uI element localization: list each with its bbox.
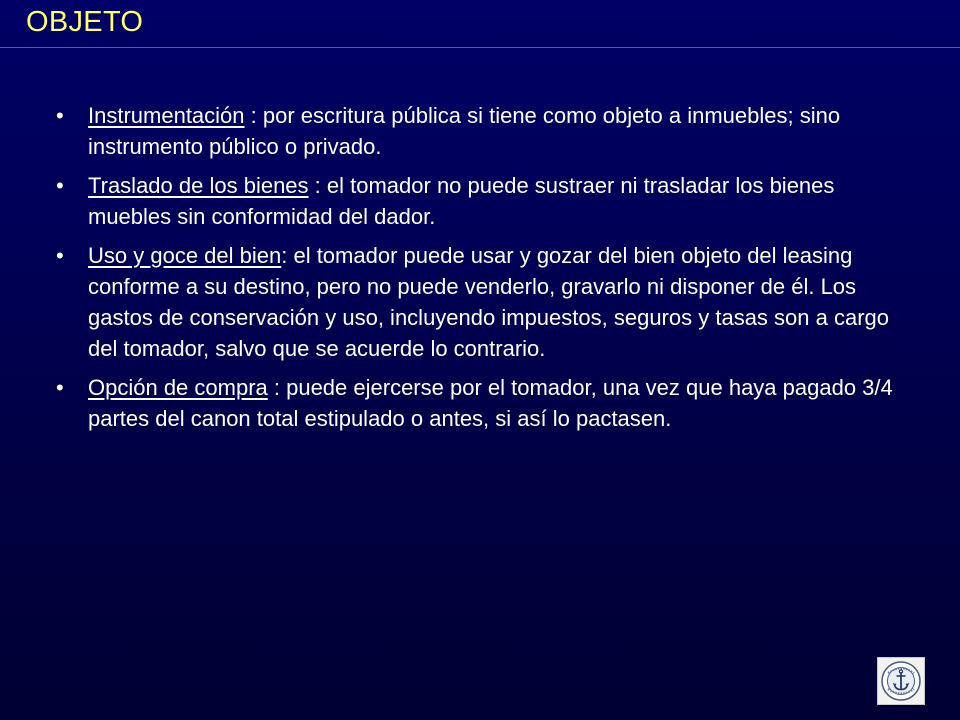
bullet-text: : por escritura pública si tiene como objeto a inmuebles; sino instrumento público o privado. — [88, 103, 841, 159]
bullet-list — [56, 100, 916, 442]
bullet-term: Opción de compra — [88, 375, 268, 400]
bullet-text: : el tomador puede usar y gozar del bien objeto del leasing conforme a su destino, pero no puede venderlo, gravarlo ni disponer de él. Los gastos de conservación y uso, incluyendo impuestos, seguros y tasas son a cargo del tomador, salvo que se acuerde lo contrario. — [88, 243, 890, 361]
bullet-item-opcion-de-compra — [56, 372, 916, 434]
bullet-term: Instrumentación — [88, 103, 245, 128]
bullet-item-uso-y-goce — [56, 240, 916, 364]
bullet-dot: • — [56, 103, 64, 128]
bullet-term: Traslado de los bienes — [88, 173, 309, 198]
bullet-item-traslado — [56, 170, 916, 232]
bullet-text: : el tomador no puede sustraer ni trasladar los bienes muebles sin conformidad del dador. — [88, 173, 835, 229]
title-divider — [0, 47, 960, 48]
bullet-dot: • — [56, 375, 64, 400]
slide-title: OBJETO — [26, 6, 144, 38]
university-seal-icon — [877, 657, 925, 705]
bullet-item-instrumentacion — [56, 100, 916, 162]
bullet-dot: • — [56, 173, 64, 198]
bullet-text: : puede ejercerse por el tomador, una vez que haya pagado 3/4 partes del canon total estipulado o antes, si así lo pactasen. — [88, 375, 893, 431]
bullet-dot: • — [56, 243, 64, 268]
bullet-term: Uso y goce del bien — [88, 243, 282, 268]
